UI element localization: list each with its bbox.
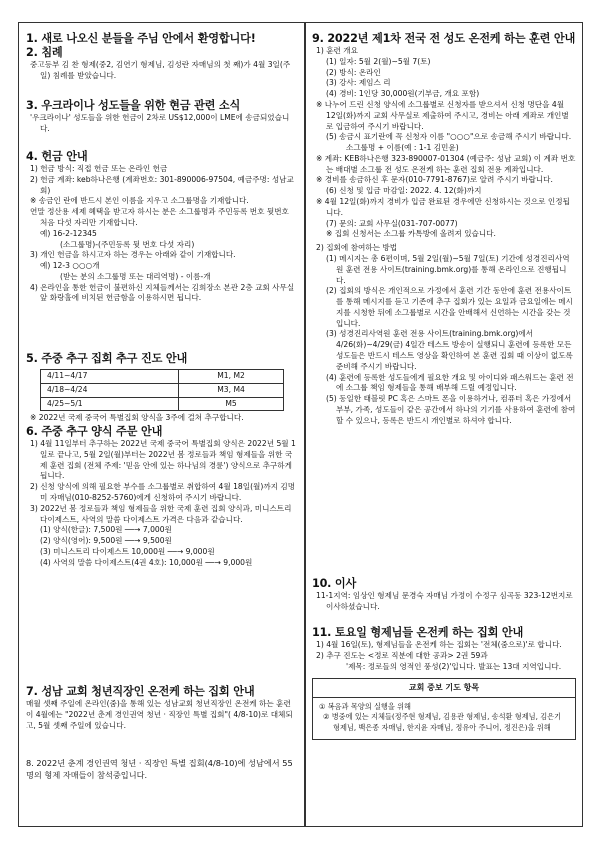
section-9-line: (6) 신청 및 입금 마감일: 2022. 4. 12(화)까지 [326,186,482,196]
section-9-line: ※ 4월 12일(화)까지 경비가 입금 완료된 경우에만 신청하시는 것으로 인정됩니다. [316,197,570,217]
section-6-line: 1) 4월 11일부터 추구하는 2022년 국제 중국어 특별집회 양식은 2022년 5월 1일로 끝나고, 5월 2일(월)부터는 2022년 봄 정로들과 책임 형제들을 위한 국제 훈련 집회 (전체 주제: '믿음 안에 있는 하나님의 경륜') 양식으로 추구하게 됩니다. [30,439,296,481]
section-4-title: 4. 헌금 안내 [26,150,88,163]
section-4-line: 연말 정산용 세제 혜택을 받고자 하시는 분은 소그룹명과 주민등록 번호 뒷번호 처음 다섯 자리만 기재합니다. [30,207,289,228]
section-9-line: (5) 동일한 태블릿 PC 혹은 스마트 폰을 이용하거나, 컴퓨터 혹은 가정에서 부부, 가족, 성도들이 같은 공간에서 하나의 기기를 사용하여 훈련에 참여할 수 있으나, 등록은 반드시 개인별로 하셔야 합니다. [326,394,576,425]
section-9-line: (7) 문의: 교회 사무실(031-707-0077) [326,218,458,228]
section-9-line: 2) 집회에 참여하는 방법 [316,243,398,253]
section-2-body: 중고등부 김 찬 형제(중2, 김연기 형제님, 김성란 자매님의 첫 째)가 4월 3일(주일) 침례를 받았습니다. [30,60,291,80]
price-line: (1) 양식(한글): 7,500원 ──→ 7,000원 [40,525,172,535]
section-4-line: ※ 송금인 란에 반드시 본인 이름을 지우고 소그룹명을 기재합니다. [30,196,249,206]
section-9-line: 소그룹명 + 이름(예 : 1-1 김민윤) [346,143,459,153]
section-9-line: ※ 집회 신청서는 소그룹 카톡방에 올려져 있습니다. [326,229,496,239]
section-8-body: 8. 2022년 춘계 경인권역 청년 · 직장인 특별 집회(4/8-10)에 성남에서 55명의 형제 자매들이 참석중입니다. [26,758,293,780]
section-7-title: 7. 성남 교회 청년직장인 온전케 하는 집회 안내 [26,685,255,698]
section-9-line: (3) 강사: 제임스 리 [326,78,391,88]
prayer-item: ② 병중에 있는 지체들(정주현 형제님, 김용관 형제님, 송석환 형제님, 김은기 형제님, 백은종 자매님, 한지윤 자매님, 정유아 주니어, 정진은)을 위해 [323,712,562,732]
table-row [41,370,284,384]
section-9-line: ※ 나누어 드린 신청 양식에 소그룹별로 신청자를 받으셔서 신청 명단을 4월 12일(화)까지 교회 사무실로 제출하여 주시고, 경비는 아래 계좌로 개인별로 입금하여 주시기 바랍니다. [316,100,569,131]
table-row [41,397,284,411]
prayer-body [313,698,575,739]
price-line: (4) 사역의 말씀 다이제스트(4권 4호): 10,000원 ──→ 9,000원 [40,557,253,567]
price-line: (3) 미니스트리 다이제스트 10,000원 ──→ 9,000원 [40,546,215,556]
table-cell-period: 4/11~4/17 [41,370,179,384]
section-2 [26,45,298,82]
section-6-line: 3) 2022년 봄 정로들과 책임 형제들을 위한 국제 훈련 집회 양식과, 미니스트리 다이제스트, 사역의 말씀 다이제스트 가격은 다음과 같습니다. [30,503,292,524]
section-9-line: (4) 훈련에 등록한 성도들에게 필요한 개요 및 아이디와 패스워드는 훈련 전에 소그룹 책임 형제들을 통해 배부해 드릴 예정입니다. [326,372,574,393]
table-row [41,383,284,397]
column-divider [304,22,306,827]
section-4-line: 3) 개인 헌금을 하시고자 하는 경우는 아래와 같이 기재합니다. [30,250,236,260]
section-3-title: 3. 우크라이나 성도들을 위한 현금 관련 소식 [26,99,241,112]
price-line: (2) 양식(영어): 9,500원 ──→ 9,500원 [40,536,172,546]
table-cell-period: 4/25~5/1 [41,397,179,411]
section-9-line: (1) 메시지는 총 6편이며, 5월 2일(월)~5월 7일(토) 기간에 성경진리사역원 훈련 전용 사이트(training.bmk.org)를 통해 온라인으로 진행됩니다. [326,253,570,285]
prayer-item: ① 복음과 목양의 실행을 위해 [319,702,411,712]
prayer-title: 교회 중보 기도 항목 [313,679,575,698]
section-10-body: 11-1지역: 임상인 형제님 문경숙 자매님 가정이 수정구 심곡동 323-12번지로 이사하셨습니다. [316,591,573,611]
section-9-line: (4) 경비: 1인당 30,000원(기부금, 개요 포함) [326,89,480,99]
prayer-box [312,678,576,740]
section-10 [312,576,576,613]
section-4-line: (받는 분의 소그룹명 또는 대리역명) - 이름-개 [60,271,211,281]
section-6-line: 2) 신청 양식에 의해 필요한 부수를 소그룹별로 취합하여 4월 18일(월)까지 김명미 자매님(010-8252-5760)에게 신청하여 주시기 바랍니다. [30,482,296,503]
section-9-line: (3) 성경진리사역원 훈련 전용 사이트(training.bmk.org)에서 4/26(화)~4/29(금) 4일간 테스트 방송이 실행되니 훈련에 등록한 모든 성도들은 반드시 테스트 영상을 확인하여 본 훈련 집회 때 이상이 없도록 준비해 주시기 바랍니다. [326,329,573,371]
section-11-line: 1) 4월 16일(토), 형제님들을 온전케 하는 집회는 '전체(줌으로)'로 합니다. [316,640,562,650]
section-4-line: 1) 헌금 방식: 직접 헌금 또는 온라인 헌금 [30,164,168,174]
section-2-title: 2. 침례 [26,46,63,59]
section-7 [26,684,298,731]
section-4-line: 예) 16-2-12345 [40,228,97,238]
section-4-line: (소그룹명)-(주민등록 뒷 번호 다섯 자리) [60,239,195,249]
section-4 [26,149,298,304]
section-11-line: 2) 추구 진도는 <정로 직분에 대한 공과> 2권 59과 [316,650,488,660]
section-9-line: ※ 계좌: KEB하나은행 323-890007-01304 (예금주: 성남 교회) 이 계좌 번호는 배대별 소그룹 전 성도 온전케 하는 훈련 집회 전용 계좌입니다. [316,153,576,174]
section-4-line: 예) 12-3 ○○○개 [40,261,100,271]
section-10-title: 10. 이사 [312,577,357,590]
section-9-line: (1) 일자: 5월 2(월)~5월 7(토) [326,56,431,66]
section-4-line: 4) 온라인을 통한 헌금이 불편하신 지체들께서는 김희장소 본관 2층 교회 사무실 앞 화랑홀에 비치된 헌금함을 이용하시면 됩니다. [30,282,295,303]
section-11 [312,625,576,740]
table-cell-message: M3, M4 [179,383,284,397]
section-9-line: (2) 방식: 온라인 [326,67,381,77]
section-9 [312,31,576,426]
section-7-body: 매월 셋째 주일에 온라인(줌)을 통해 있는 성남교회 청년직장인 온전케 하는 훈련이 4월에는 "2022년 춘계 경인권역 청년 · 직장인 특별 집회"( 4/8-10)로 대체되고, 5월 셋째 주일에 있습니다. [26,699,293,730]
section-5-note: ※ 2022년 국제 중국어 특별집회 양식을 3주에 걸쳐 추구합니다. [30,413,244,423]
section-4-line: 2) 헌금 계좌: keb하나은행 (계좌번호: 301-890006-97504, 예금주명: 성남교회) [30,174,294,195]
section-5-title: 5. 주중 추구 집회 추구 진도 안내 [26,352,188,365]
section-9-line: (2) 집회의 방식은 개인적으로 가정에서 훈련 기간 동안에 훈련 전용사이트를 통해 메시지를 듣고 기존에 추구 집회가 있는 요일과 금요일에는 메시지를 시청한 뒤에 소그룹별로 시간을 안배해서 신언하는 시간을 갖는 것입니다. [326,286,573,328]
section-8 [26,758,298,781]
section-3-body: '우크라이나' 성도들을 위한 헌금이 2차로 US$12,000이 LME에 송금되었습니다. [30,113,290,133]
table-cell-message: M5 [179,397,284,411]
section-1-title: 1. 새로 나오신 분들을 주님 안에서 환영합니다! [26,32,256,45]
section-9-line: ※ 경비를 송금하신 후 문자(010-7791-8767)로 알려 주시기 바랍니다. [316,175,553,185]
section-9-title: 9. 2022년 제1차 전국 전 성도 온전케 하는 훈련 안내 [312,32,576,45]
table-cell-period: 4/18~4/24 [41,383,179,397]
table-cell-message: M1, M2 [179,370,284,384]
section-9-line: (5) 송금시 표기란에 꼭 신청자 이름 "○○○"으로 송금해 주시기 바랍니다. [326,132,572,142]
schedule-table [40,369,284,411]
section-1 [26,31,298,46]
section-11-title: 11. 토요일 형제님들 온전케 하는 집회 안내 [312,626,524,639]
section-9-line: 1) 훈련 개요 [316,46,358,56]
section-11-line: '제목: 정로들의 영적인 풍성(2)'입니다. 발표는 13대 지역입니다. [346,661,562,671]
section-5 [26,351,298,424]
section-3 [26,98,298,135]
section-6-title: 6. 주중 추구 양식 주문 안내 [26,425,163,438]
section-6 [26,424,298,568]
